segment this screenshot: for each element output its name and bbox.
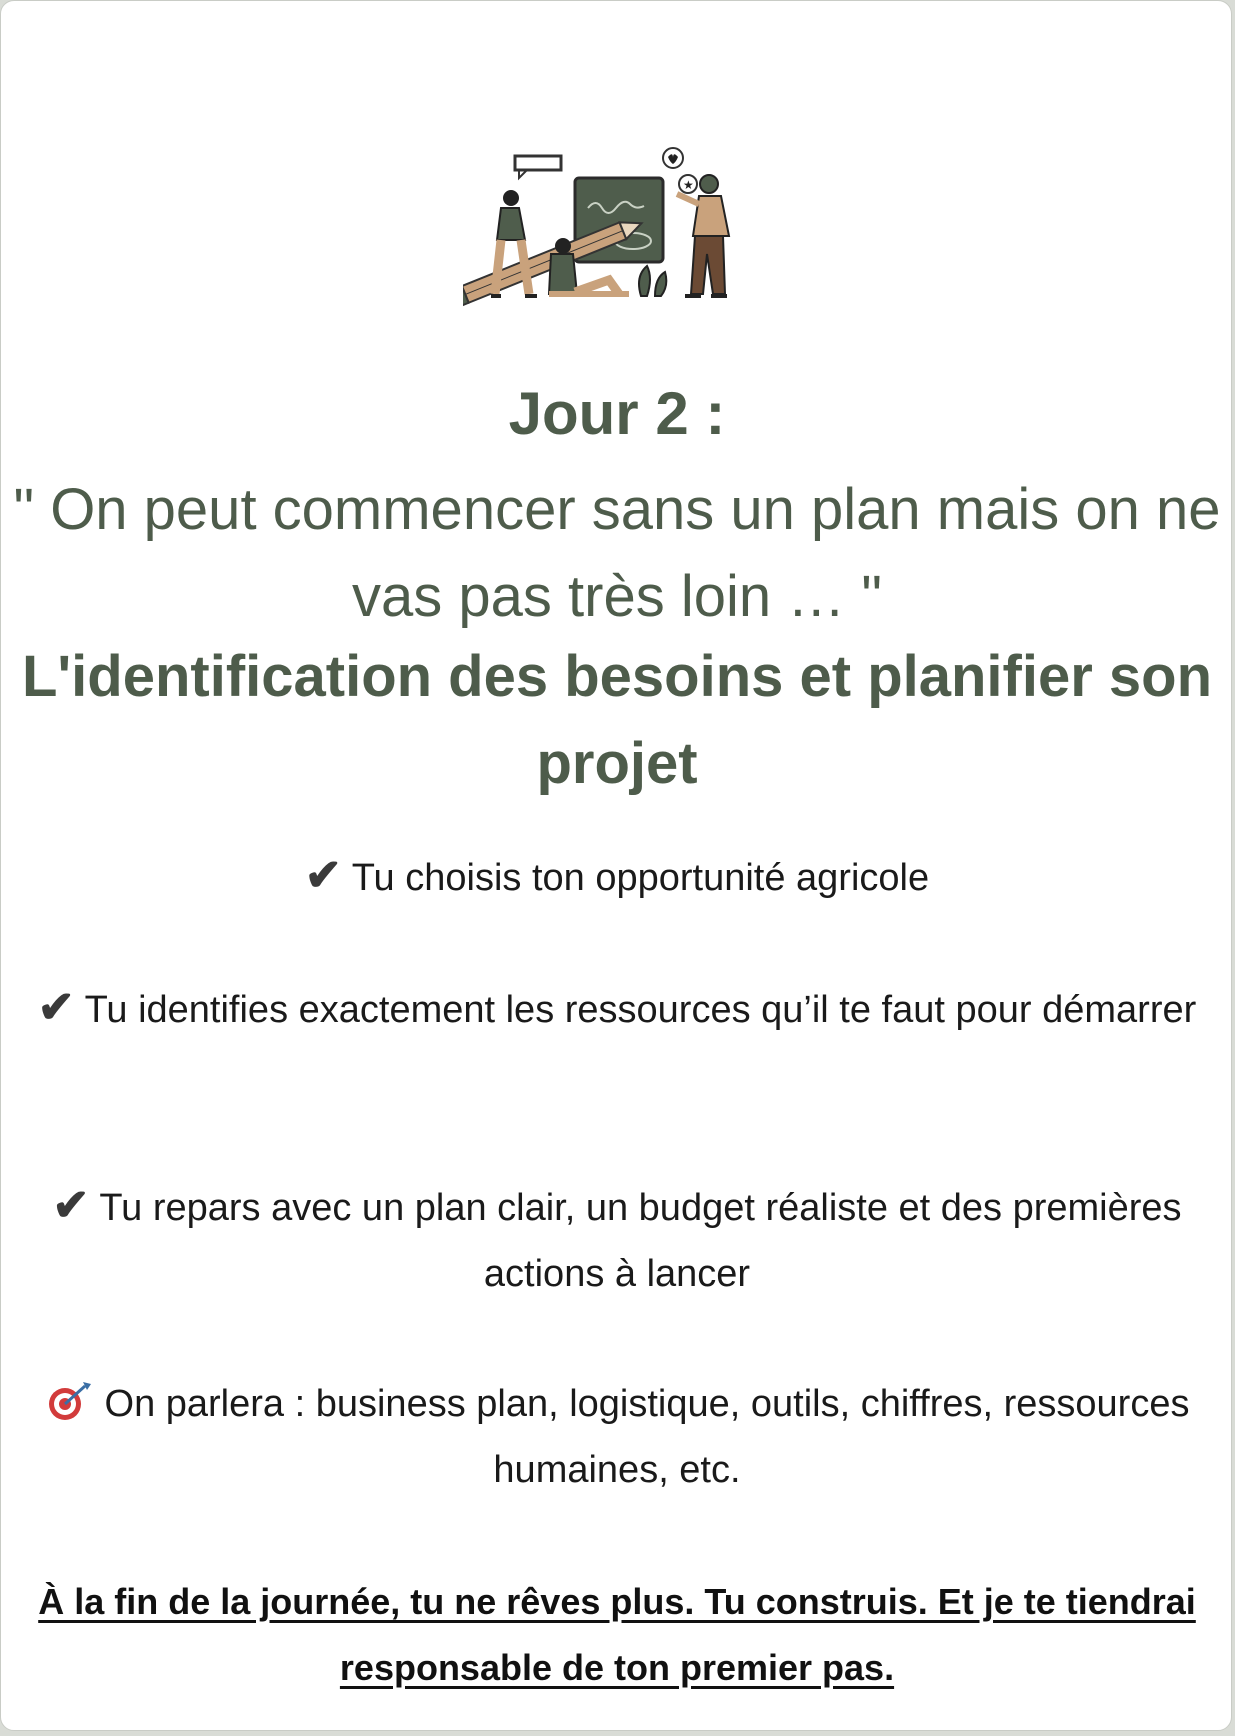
list-item: [21, 975, 1213, 1043]
list-item-text: Tu identifies exactement les ressources qu’il te faut pour démarrer: [84, 989, 1197, 1031]
check-icon: ✔: [304, 851, 342, 900]
section-subtitle: L'identification des besoins et planifier son projet: [21, 644, 1213, 796]
list-item-text: Tu repars avec un plan clair, un budget réaliste et des premières actions à lancer: [99, 1187, 1182, 1295]
svg-text:★: ★: [683, 178, 694, 192]
team-planning-illustration: [463, 146, 753, 321]
list-item-text: On parlera : business plan, logistique, outils, chiffres, ressources humaines, etc.: [104, 1383, 1190, 1491]
quote: " On peut commencer sans un plan mais on ne vas pas très loin … ": [13, 477, 1221, 629]
list-item: [21, 843, 1213, 911]
list-item-text: Tu choisis ton opportunité agricole: [351, 857, 930, 899]
check-icon: ✔: [37, 983, 75, 1032]
list-item: [21, 1173, 1213, 1307]
list-item: [21, 1371, 1213, 1503]
check-icon: ✔: [52, 1181, 90, 1230]
target-icon: [45, 1380, 93, 1422]
day-title: Jour 2 :: [508, 380, 726, 447]
closing-statement: À la fin de la journée, tu ne rêves plus. Tu construis. Et je te tiendrai responsable de ton premier pas.: [38, 1581, 1196, 1688]
